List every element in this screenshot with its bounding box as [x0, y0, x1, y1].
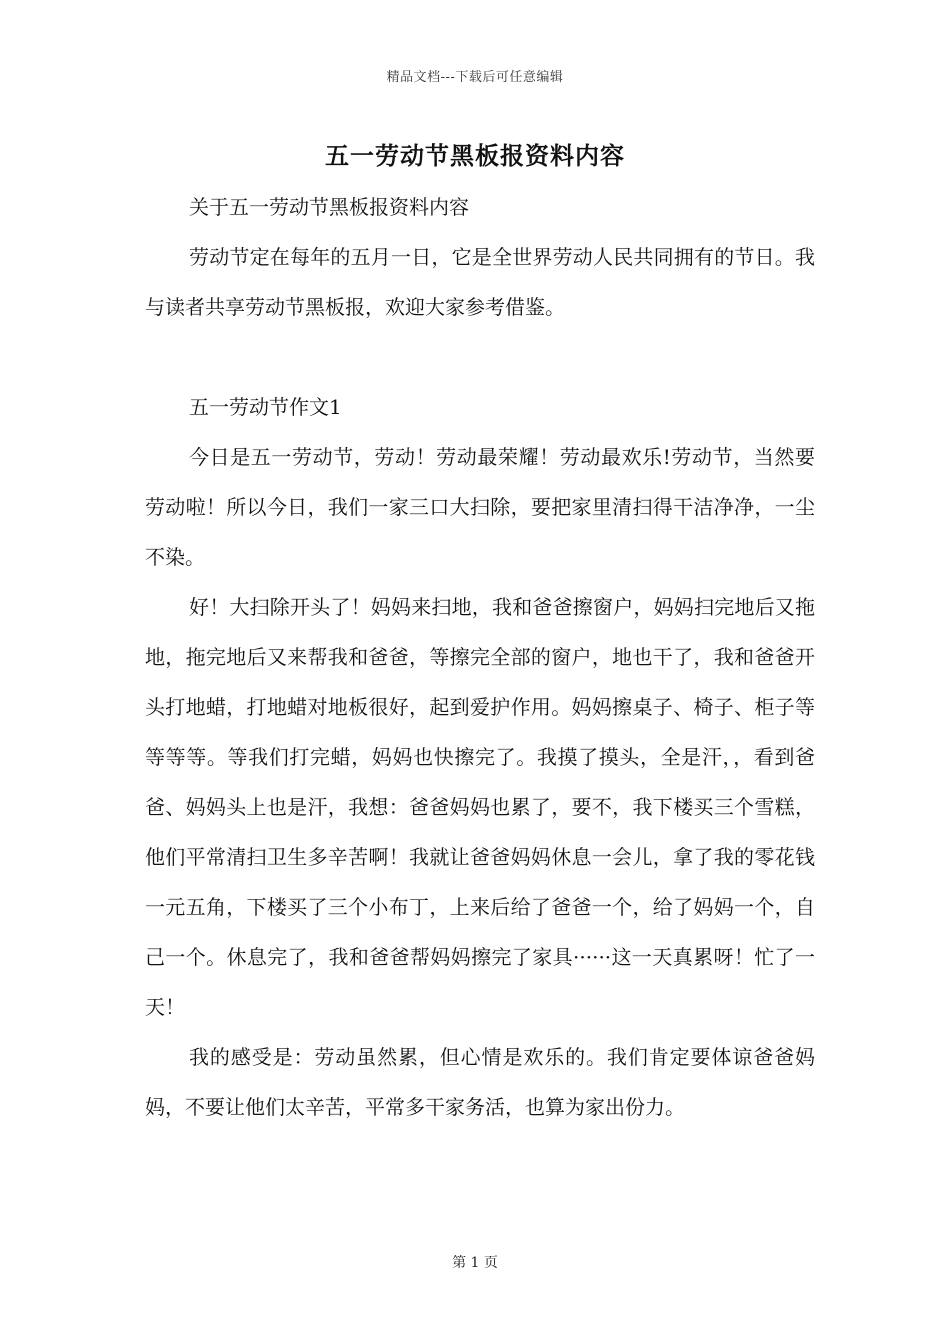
- intro-paragraph: 劳动节定在每年的五月一日，它是全世界劳动人民共同拥有的节日。我与读者共享劳动节黑板报，欢迎大家参考借鉴。: [145, 245, 815, 319]
- essay-heading: 五一劳动节作文1: [189, 395, 342, 419]
- body-paragraph: 我的感受是：劳动虽然累，但心情是欢乐的。我们肯定要体谅爸爸妈妈，不要让他们太辛苦，平常多干家务活，也算为家出份力。: [145, 1045, 815, 1119]
- subtitle-paragraph: 关于五一劳动节黑板报资料内容: [189, 195, 469, 219]
- document-body: [145, 182, 815, 1132]
- page-number: 第 1 页: [452, 1255, 498, 1271]
- body-paragraph: 今日是五一劳动节，劳动！劳动最荣耀！劳动最欢乐!劳动节，当然要劳动啦！所以今日，我们一家三口大扫除，要把家里清扫得干洁净净，一尘不染。: [145, 445, 815, 569]
- page-header: 精品文档---下载后可任意编辑: [386, 70, 564, 85]
- document-title: 五一劳动节黑板报资料内容: [325, 141, 625, 170]
- body-paragraph: 好！大扫除开头了！妈妈来扫地，我和爸爸擦窗户，妈妈扫完地后又拖地，拖完地后又来帮我和爸爸，等擦完全部的窗户，地也干了，我和爸爸开头打地蜡，打地蜡对地板很好，起到爱护作用。妈妈擦桌子、椅子、柜子等等等等。等我们打完蜡，妈妈也快擦完了。我摸了摸头，全是汗，，看到爸爸、妈妈头上也是汗，我想：爸爸妈妈也累了，要不，我下楼买三个雪糕，他们平常清扫卫生多辛苦啊！我就让爸爸妈妈休息一会儿，拿了我的零花钱一元五角，下楼买了三个小布丁，上来后给了爸爸一个，给了妈妈一个，自己一个。休息完了，我和爸爸帮妈妈擦完了家具······这一天真累呀！忙了一天！: [145, 595, 815, 1019]
